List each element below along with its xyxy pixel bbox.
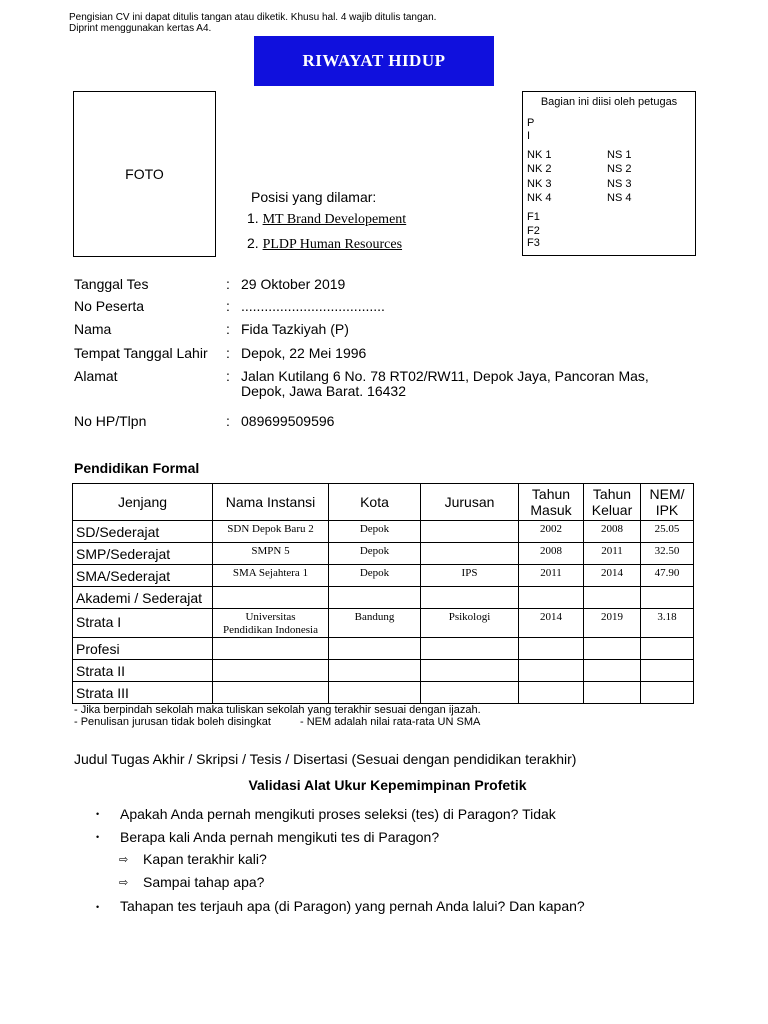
- header-line2: IPK: [655, 502, 679, 518]
- field-value-tanggal-tes: 29 Oktober 2019: [241, 276, 346, 292]
- cell-major: IPS: [421, 565, 519, 587]
- cell-score: 32.50: [641, 543, 694, 565]
- position-item-text: MT Brand Developement: [262, 212, 407, 227]
- position-item-number: 2.: [247, 235, 259, 251]
- cell-year-in: 2014: [519, 609, 584, 638]
- header-jurusan: Jurusan: [421, 484, 519, 521]
- header-nem-ipk: [641, 484, 694, 521]
- field-colon: :: [226, 321, 230, 337]
- officer-nk3: NK 3: [527, 178, 552, 190]
- cell-major: [421, 587, 519, 609]
- arrow-right-icon: ⇨: [119, 877, 129, 889]
- officer-ns1: NS 1: [607, 149, 632, 161]
- cell-score: 47.90: [641, 565, 694, 587]
- cell-year-in: 2002: [519, 521, 584, 543]
- cell-institution: [213, 587, 329, 609]
- cell-city: Bandung: [329, 609, 421, 638]
- header-line1: NEM/: [649, 486, 685, 502]
- cell-institution: [213, 682, 329, 704]
- officer-f2: F2: [527, 225, 540, 237]
- cell-year-in: [519, 638, 584, 660]
- cell-city: Depok: [329, 521, 421, 543]
- cell-major: [421, 543, 519, 565]
- cell-score: 3.18: [641, 609, 694, 638]
- cell-level: Strata II: [73, 660, 213, 682]
- bullet-icon: •: [96, 902, 100, 912]
- position-item-2: [247, 235, 402, 253]
- table-row: [73, 638, 694, 660]
- field-colon: :: [226, 345, 230, 361]
- photo-label: FOTO: [125, 166, 164, 182]
- position-item-text: PLDP Human Resources: [262, 237, 403, 252]
- table-row: [73, 565, 694, 587]
- question-1: Apakah Anda pernah mengikuti proses seleksi (tes) di Paragon? Tidak: [120, 806, 556, 822]
- field-label-no-hp: No HP/Tlpn: [74, 413, 147, 429]
- table-row: [73, 587, 694, 609]
- cell-institution: [213, 660, 329, 682]
- cell-year-in: [519, 682, 584, 704]
- cell-score: [641, 660, 694, 682]
- cell-level: Profesi: [73, 638, 213, 660]
- officer-ns2: NS 2: [607, 163, 632, 175]
- cell-city: [329, 587, 421, 609]
- document-title: RIWAYAT HIDUP: [254, 36, 494, 86]
- officer-p: P: [527, 117, 535, 129]
- cell-score: 25.05: [641, 521, 694, 543]
- field-value-ttl: Depok, 22 Mei 1996: [241, 345, 367, 361]
- cell-year-in: 2011: [519, 565, 584, 587]
- position-item-number: 1.: [247, 210, 259, 226]
- cell-year-out: [584, 660, 641, 682]
- cell-year-out: 2008: [584, 521, 641, 543]
- officer-ns3: NS 3: [607, 178, 632, 190]
- header-nama-instansi: Nama Instansi: [213, 484, 329, 521]
- institution-line2: Pendidikan Indonesia: [222, 624, 318, 636]
- validation-title: Validasi Alat Ukur Kepemimpinan Profetik: [248, 777, 527, 793]
- cell-institution: SDN Depok Baru 2: [213, 521, 329, 543]
- cell-level: SMP/Sederajat: [73, 543, 213, 565]
- cell-institution: [213, 638, 329, 660]
- field-label-tanggal-tes: Tanggal Tes: [74, 276, 149, 292]
- question-2b: Sampai tahap apa?: [143, 874, 265, 890]
- header-line1: Tahun: [592, 486, 632, 502]
- cell-year-out: [584, 638, 641, 660]
- cell-level: SMA/Sederajat: [73, 565, 213, 587]
- education-table: [72, 483, 694, 704]
- table-row: [73, 660, 694, 682]
- cell-major: [421, 660, 519, 682]
- thesis-title-label: Judul Tugas Akhir / Skripsi / Tesis / Disertasi (Sesuai dengan pendidikan terakhir): [74, 751, 577, 767]
- table-row: [73, 521, 694, 543]
- field-label-no-peserta: No Peserta: [74, 298, 145, 314]
- field-colon: :: [226, 413, 230, 429]
- education-header-row: [73, 484, 694, 521]
- cell-level: SD/Sederajat: [73, 521, 213, 543]
- officer-nk2: NK 2: [527, 163, 552, 175]
- field-value-no-hp: 089699509596: [241, 413, 335, 429]
- header-tahun-keluar: [584, 484, 641, 521]
- officer-box: [522, 91, 696, 256]
- cell-year-in: [519, 660, 584, 682]
- question-3: Tahapan tes terjauh apa (di Paragon) yang pernah Anda lalui? Dan kapan?: [120, 898, 585, 914]
- bullet-icon: •: [96, 809, 100, 819]
- cell-level: Strata I: [73, 609, 213, 638]
- field-label-alamat: Alamat: [74, 368, 118, 384]
- position-item-1: [247, 210, 406, 228]
- cell-year-out: [584, 682, 641, 704]
- field-colon: :: [226, 298, 230, 314]
- cell-city: Depok: [329, 543, 421, 565]
- institution-line1: Universitas: [245, 611, 296, 623]
- cell-institution: SMPN 5: [213, 543, 329, 565]
- question-2: Berapa kali Anda pernah mengikuti tes di Paragon?: [120, 829, 440, 845]
- header-kota: Kota: [329, 484, 421, 521]
- header-line2: Masuk: [530, 502, 572, 518]
- officer-f1: F1: [527, 211, 540, 223]
- field-colon: :: [226, 276, 230, 292]
- field-value-alamat: Jalan Kutilang 6 No. 78 RT02/RW11, Depok Jaya, Pancoran Mas,: [241, 368, 649, 384]
- education-note-2a: - Penulisan jurusan tidak boleh disingkat: [74, 716, 271, 728]
- cell-score: [641, 638, 694, 660]
- cell-city: [329, 638, 421, 660]
- officer-i: I: [527, 130, 531, 142]
- officer-f3: F3: [527, 237, 540, 249]
- field-label-ttl: Tempat Tanggal Lahir: [74, 345, 208, 361]
- cell-level: Strata III: [73, 682, 213, 704]
- question-2a: Kapan terakhir kali?: [143, 851, 267, 867]
- field-value-nama: Fida Tazkiyah (P): [241, 321, 349, 337]
- officer-nk4: NK 4: [527, 192, 552, 204]
- cell-year-in: 2008: [519, 543, 584, 565]
- field-value-alamat-line2: Depok, Jawa Barat. 16432: [241, 383, 406, 399]
- table-row: [73, 682, 694, 704]
- field-value-no-peserta: .....................................: [241, 298, 385, 314]
- officer-nk1: NK 1: [527, 149, 552, 161]
- cell-city: Depok: [329, 565, 421, 587]
- table-row: [73, 609, 694, 638]
- cell-city: [329, 682, 421, 704]
- cell-level: Akademi / Sederajat: [73, 587, 213, 609]
- cell-year-out: 2011: [584, 543, 641, 565]
- header-line1: Tahun: [531, 486, 571, 502]
- officer-box-header: Bagian ini diisi oleh petugas: [540, 96, 678, 108]
- cell-year-out: [584, 587, 641, 609]
- education-note-2b: - NEM adalah nilai rata-rata UN SMA: [300, 716, 481, 728]
- cell-year-out: 2014: [584, 565, 641, 587]
- header-tahun-masuk: [519, 484, 584, 521]
- cell-score: [641, 682, 694, 704]
- officer-ns4: NS 4: [607, 192, 632, 204]
- header-note-line2: Diprint menggunakan kertas A4.: [69, 23, 212, 34]
- cell-institution: [213, 609, 329, 638]
- cell-institution: SMA Sejahtera 1: [213, 565, 329, 587]
- cell-major: Psikologi: [421, 609, 519, 638]
- arrow-right-icon: ⇨: [119, 854, 129, 866]
- cell-year-in: [519, 587, 584, 609]
- table-row: [73, 543, 694, 565]
- header-line2: Keluar: [591, 502, 633, 518]
- header-note-line1: Pengisian CV ini dapat ditulis tangan atau diketik. Khusu hal. 4 wajib ditulis tangan.: [69, 12, 437, 23]
- bullet-icon: •: [96, 832, 100, 842]
- cell-major: [421, 521, 519, 543]
- header-jenjang: Jenjang: [73, 484, 213, 521]
- cell-score: [641, 587, 694, 609]
- education-note-1: - Jika berpindah sekolah maka tuliskan sekolah yang terakhir sesuai dengan ijazah.: [74, 704, 481, 716]
- cell-city: [329, 660, 421, 682]
- cell-major: [421, 638, 519, 660]
- cell-year-out: 2019: [584, 609, 641, 638]
- photo-box: [73, 91, 216, 257]
- position-label: Posisi yang dilamar:: [251, 189, 377, 205]
- education-title: Pendidikan Formal: [74, 460, 200, 476]
- field-colon: :: [226, 368, 230, 384]
- cell-major: [421, 682, 519, 704]
- field-label-nama: Nama: [74, 321, 112, 337]
